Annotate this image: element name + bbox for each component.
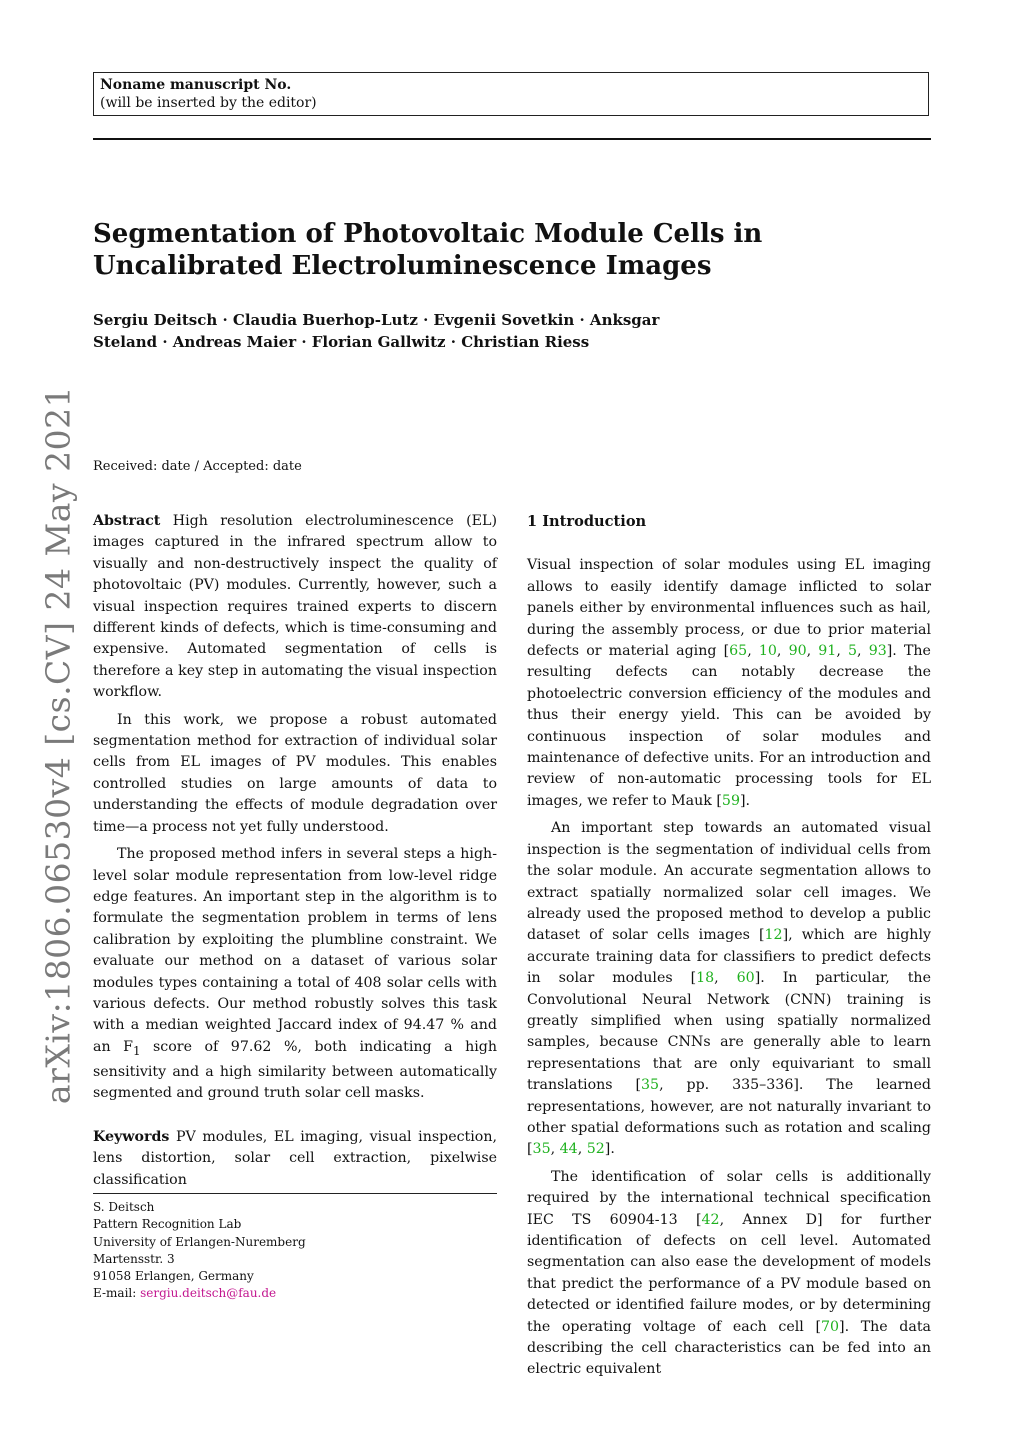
abstract-text-1: High resolution electroluminescence (EL) images captured in the infrared spectrum allow to visually and non-destructively inspect the quality of photovoltaic (PV) modules. Currently, however, such a visual inspection requires trained experts to discern different kinds of defects, which is time-consuming and expensive. Automated segmentation of cells is therefore a key step in automating the visual inspection workflow. (93, 513, 497, 701)
affil-email-line (93, 1285, 497, 1302)
citation[interactable]: 59 (721, 792, 740, 809)
abstract-text-3-end: score of 97.62 %, both indicating a high sensitivity and a high similarity between automatically segmented and ground truth solar cell masks. (93, 1038, 497, 1102)
email-link[interactable]: sergiu.deitsch@fau.de (140, 1286, 277, 1301)
arxiv-stamp: arXiv:1806.06530v4 [cs.CV] 24 May 2021 (38, 385, 78, 1105)
citation[interactable]: 60 (736, 970, 755, 987)
editor-note: (will be inserted by the editor) (100, 95, 317, 111)
right-column (527, 511, 931, 1381)
intro-text: ]. (739, 792, 751, 809)
f1-subscript: 1 (132, 1043, 141, 1058)
intro-text: ], which are highly accurate training data for classifiers to predict defects in solar modules [ (527, 927, 931, 987)
keywords-paragraph (93, 1127, 497, 1191)
citation[interactable]: 52 (586, 1141, 605, 1158)
author-list: Sergiu Deitsch · Claudia Buerhop-Lutz · Evgenii Sovetkin · Anksgar Steland · Andreas Maier · Florian Gallwitz · Christian Riess (93, 311, 660, 351)
manuscript-number: Noname manuscript No. (100, 77, 292, 93)
citation[interactable]: 10 (758, 643, 777, 660)
intro-text: ]. (604, 1141, 615, 1158)
abstract-paragraph-2: In this work, we propose a robust automated segmentation method for extraction of individual solar cells from EL images of PV modules. This enables controlled studies on large amounts of data to understanding the effects of module degradation over time—a process not yet fully understood. (93, 711, 497, 835)
citation[interactable]: 12 (764, 927, 783, 944)
manuscript-box (93, 72, 929, 116)
section-heading-introduction: 1 Introduction (527, 513, 647, 530)
intro-text: Visual inspection of solar modules using EL imaging allows to easily identify damage inflicted to solar panels either by environmental influences such as hail, during the assembly process, or due to prior material defects or material aging [ (527, 557, 931, 660)
abstract-heading: Abstract (93, 513, 161, 529)
citation[interactable]: 44 (559, 1141, 578, 1158)
abstract-text-3: The proposed method infers in several steps a high-level solar module representation from low-level ridge edge features. An important step in the algorithm is to formulate the segmentation problem in terms of lens calibration by exploiting the plumbline constraint. We evaluate our method on a dataset of various solar modules types containing a total of 408 solar cells with various defects. Our method robustly solves this task with a median weighted Jaccard index of 94.47 % and an F (93, 846, 497, 1055)
citation[interactable]: 5 (848, 643, 858, 660)
intro-text: , Annex D] for further identification of defects on cell level. Automated segmentation can also ease the development of models that predict the performance of a PV module based on detected or identified failure modes, or by determining the operating voltage of each cell [ (527, 1211, 932, 1335)
abstract-paragraph-1 (93, 511, 497, 704)
left-column (93, 511, 497, 1191)
received-date: Received: date / Accepted: date (93, 459, 302, 474)
citation[interactable]: 35 (641, 1077, 660, 1094)
email-label: E-mail: (93, 1286, 141, 1301)
affiliation-block (93, 1199, 497, 1303)
intro-text: ]. The resulting defects can notably decrease the photoelectric conversion efficiency of the modules and thus their energy yield. This can be avoided by continuous inspection of solar modules and maintenance of defective units. For an introduction and review of non-automatic processing tools for EL images, we refer to Mauk [ (527, 643, 931, 809)
keywords-heading: Keywords (93, 1128, 170, 1145)
intro-paragraph-3 (527, 1167, 931, 1381)
affil-city: 91058 Erlangen, Germany (93, 1269, 254, 1284)
intro-text: , pp. 335–336]. The learned representations, however, are not naturally invariant to other spatial deformations such as rotation and scaling [ (527, 1077, 931, 1158)
paper-title: Segmentation of Photovoltaic Module Cells in Uncalibrated Electroluminescence Images (93, 219, 763, 281)
abstract-paragraph-3 (93, 844, 497, 1105)
citation[interactable]: 93 (868, 643, 887, 660)
affil-lab: Pattern Recognition Lab (93, 1217, 242, 1232)
citation[interactable]: 90 (788, 643, 807, 660)
intro-text: An important step towards an automated visual inspection is the segmentation of individual cells from the solar module. An accurate segmentation allows to extract spatially normalized solar cell images. We already used the proposed method to develop a public dataset of solar cells images [ (527, 820, 931, 944)
citation[interactable]: 70 (820, 1318, 840, 1335)
affil-street: Martensstr. 3 (93, 1251, 175, 1266)
header-rule (93, 138, 931, 140)
citation[interactable]: 18 (696, 970, 715, 987)
intro-paragraph-1: Visual inspection of solar modules using EL imaging allows to easily identify damage inflicted to solar panels either by environmental influences such as hail, during the assembly process, or due to prior material defects or material aging [65, 10, 90, 91, 5, 93]. The resulting defects can notably decrease the photoelectric conversion efficiency of the modules and thus their energy yield. This can be avoided by continuous inspection of solar modules and maintenance of defective units. For an introduction and review of non-automatic processing tools for EL images, we refer to Mauk [59]. (527, 557, 931, 809)
intro-text: ]. The data describing the cell characteristics can be fed into an electric equivalent (527, 1318, 931, 1378)
intro-text: The identification of solar cells is additionally required by the international technical specification IEC TS 60904-13 [ (527, 1168, 931, 1228)
citation[interactable]: 42 (701, 1211, 720, 1228)
intro-paragraph-2: An important step towards an automated visual inspection is the segmentation of individual cells from the solar module. An accurate segmentation allows to extract spatially normalized solar cell images. We already used the proposed method to develop a public dataset of solar cells images [12], which are highly accurate training data for classifiers to predict defects in solar modules [18, 60]. In particular, the Convolutional Neural Network (CNN) training is greatly simplified when using spatially normalized samples, because CNNs are generally able to learn representations that are only equivariant to small translations [35, pp. 335–336]. The learned representations, however, are not naturally invariant to other spatial deformations such as rotation and scaling [35, 44, 52]. (527, 820, 931, 1158)
footnote-rule (93, 1193, 497, 1194)
keywords-text: PV modules, EL imaging, visual inspection, lens distortion, solar cell extraction, pixelwise classification (93, 1128, 497, 1188)
affil-university: University of Erlangen-Nuremberg (93, 1234, 306, 1249)
intro-text: ]. In particular, the Convolutional Neural Network (CNN) training is greatly simplified when using spatially normalized samples, because CNNs are generally able to learn representations that are only equivariant to small translations [ (527, 970, 931, 1094)
citation[interactable]: 35 (532, 1141, 551, 1158)
citation[interactable]: 65 (729, 643, 748, 660)
affil-name: S. Deitsch (93, 1200, 155, 1214)
citation[interactable]: 91 (818, 643, 837, 660)
